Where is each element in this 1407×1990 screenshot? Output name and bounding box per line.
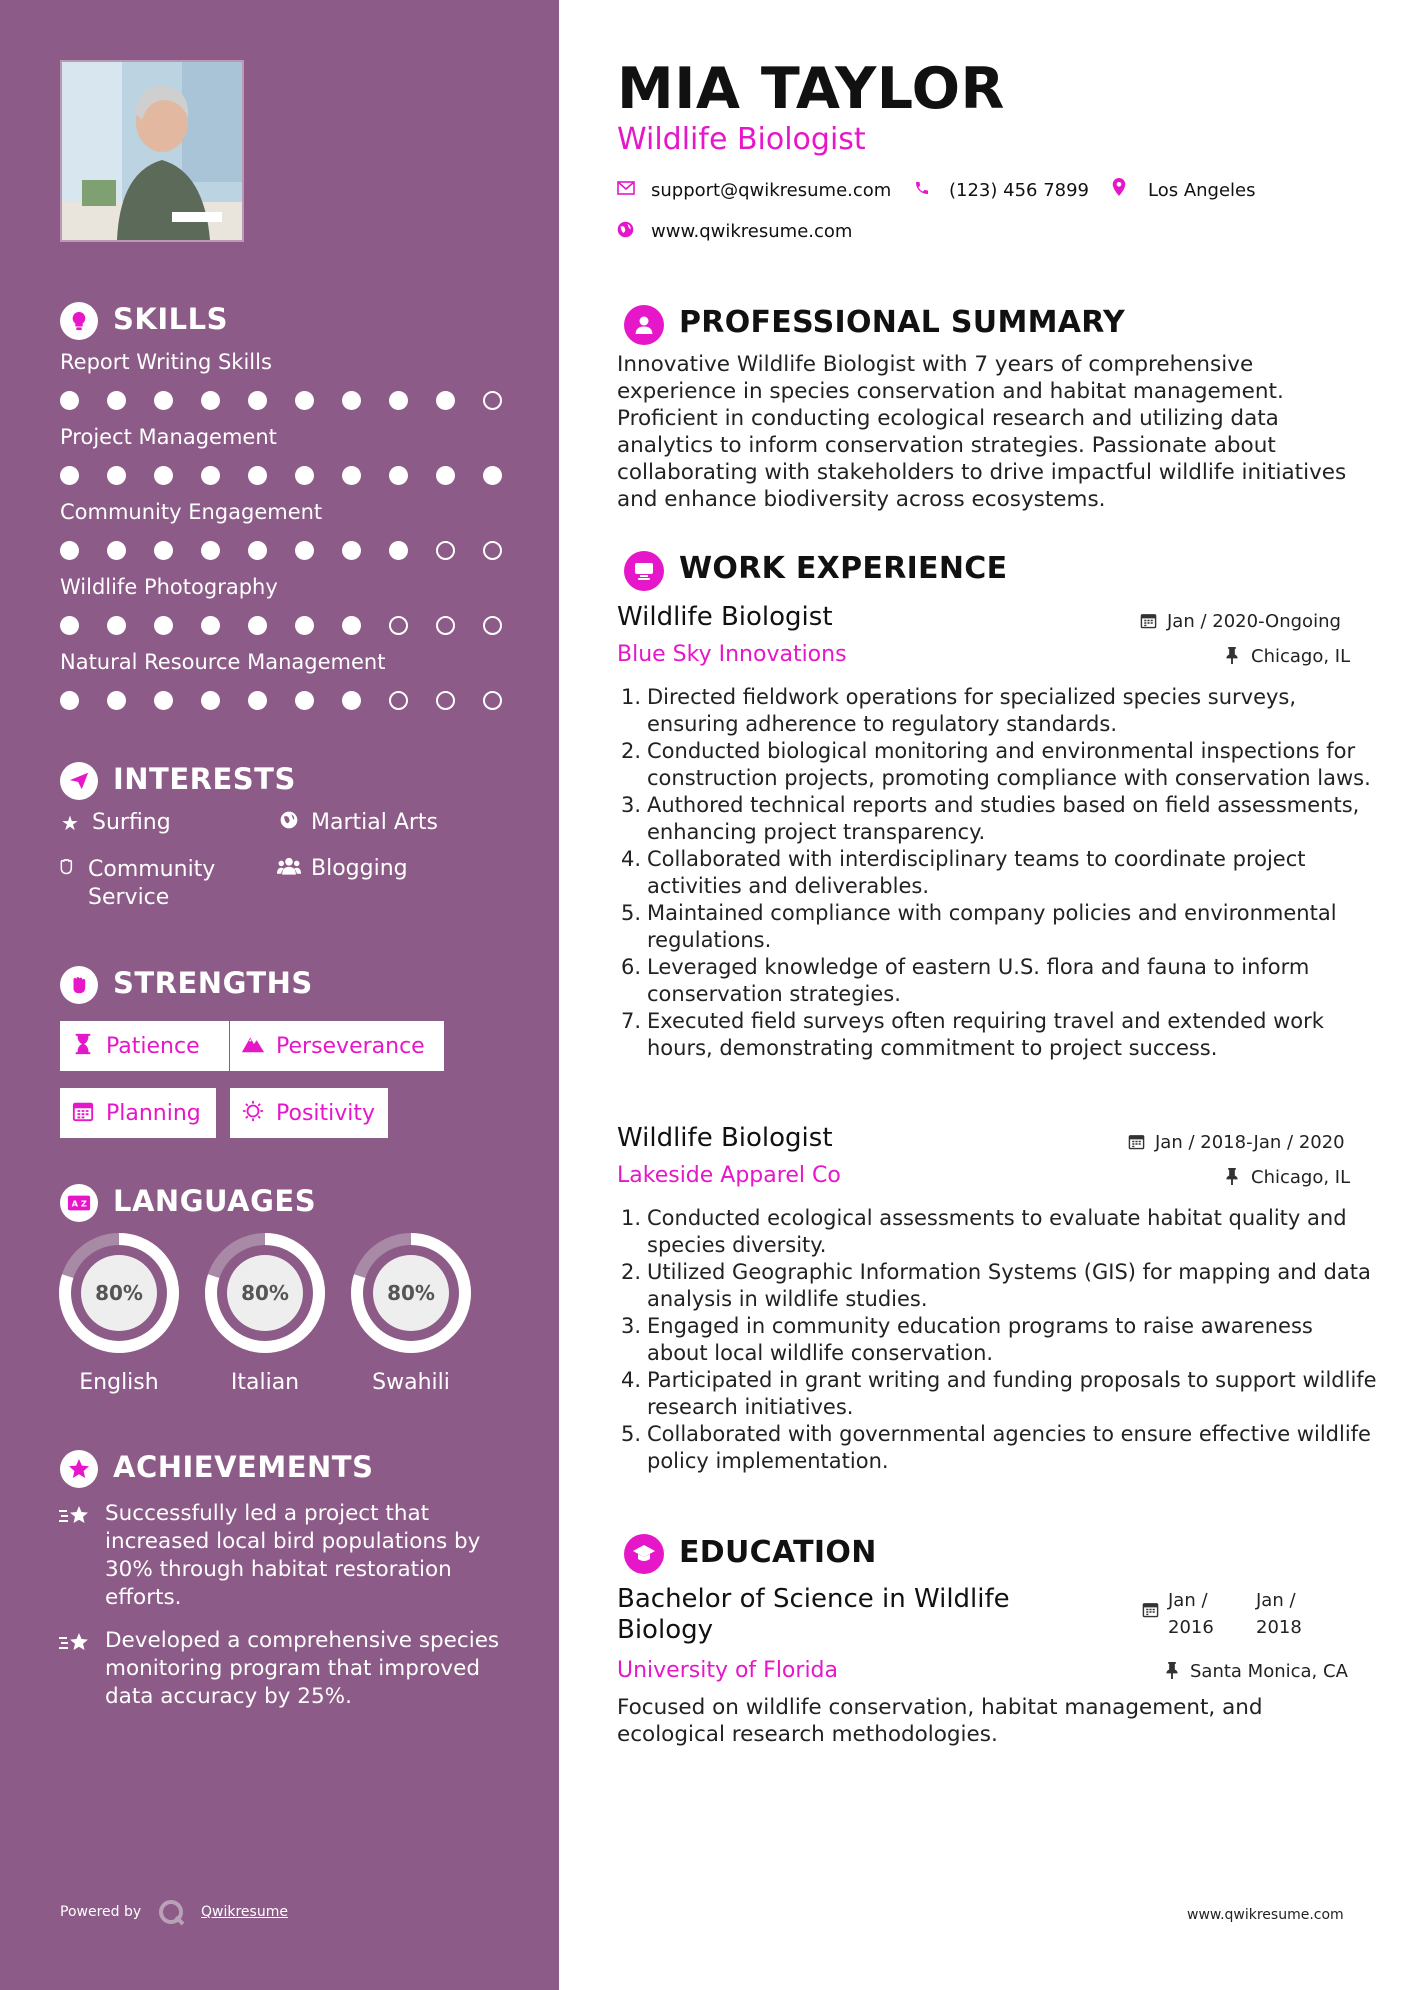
education-location: Santa Monica, CA xyxy=(1190,1661,1348,1682)
rating-dot-filled xyxy=(295,616,314,635)
rating-dot-empty xyxy=(389,616,408,635)
map-pin-icon xyxy=(1112,178,1126,201)
duty-item: 6. Leveraged knowledge of eastern U.S. flora and fauna to inform conservation strategies. xyxy=(620,955,1310,1006)
company-name: Lakeside Apparel Co xyxy=(617,1163,841,1188)
language-percent-label: 80% xyxy=(387,1281,435,1305)
rating-dot-filled xyxy=(342,691,361,710)
rating-dot-filled xyxy=(107,541,126,560)
rating-dot-filled xyxy=(60,691,79,710)
rating-dot-empty xyxy=(436,691,455,710)
achievement-item: Developed a comprehensive species monitoring program that improved data accuracy by 25%. xyxy=(105,1628,500,1709)
rating-dot-filled xyxy=(342,466,361,485)
strength-chip-patience: Patience xyxy=(60,1021,229,1071)
rating-dot-filled xyxy=(201,541,220,560)
interest-community-service: Community Service xyxy=(58,856,258,912)
pushpin-icon xyxy=(1226,647,1238,668)
interest-surfing: ★ Surfing xyxy=(58,810,171,836)
envelope-icon xyxy=(617,180,635,200)
rating-dot-empty xyxy=(483,391,502,410)
user-icon xyxy=(624,305,664,345)
duty-item: 2. Conducted biological monitoring and environmental inspections for construction projects, promoting compliance with conservation laws. xyxy=(620,739,1371,790)
rating-dot-filled xyxy=(436,391,455,410)
rating-dot-filled xyxy=(389,466,408,485)
duty-item: 3. Engaged in community education programs to raise awareness about local wildlife conservation. xyxy=(620,1314,1313,1365)
qwikresume-link[interactable]: Qwikresume xyxy=(201,1904,288,1920)
degree-title: Bachelor of Science in Wildlife Biology xyxy=(617,1584,1010,1645)
strength-chip-perseverance: Perseverance xyxy=(230,1021,444,1071)
language-icon xyxy=(60,1184,98,1222)
email-link[interactable]: support@qwikresume.com xyxy=(651,180,892,201)
rating-dot-filled xyxy=(107,466,126,485)
language-name: Swahili xyxy=(372,1370,450,1395)
skill-rating xyxy=(60,541,502,560)
calendar-icon xyxy=(1140,612,1157,633)
duty-item: 1. Directed fieldwork operations for specialized species surveys, ensuring adherence to regulatory standards. xyxy=(620,685,1297,736)
skills-heading: SKILLS xyxy=(113,302,228,336)
paper-plane-icon xyxy=(60,762,98,800)
phone-number[interactable]: (123) 456 7899 xyxy=(949,180,1090,201)
phone-icon xyxy=(914,180,930,201)
education-heading: EDUCATION xyxy=(679,1535,877,1570)
strength-chip-positivity: Positivity xyxy=(230,1088,388,1138)
skill-rating xyxy=(60,691,502,710)
language-percent-label: 80% xyxy=(95,1281,143,1305)
rating-dot-filled xyxy=(436,466,455,485)
language-progress-ring xyxy=(350,1232,472,1354)
candidate-title: Wildlife Biologist xyxy=(617,122,866,157)
interests-heading: INTERESTS xyxy=(113,762,296,796)
duty-item: 4. Collaborated with interdisciplinary teams to coordinate project activities and deliverables. xyxy=(620,847,1306,898)
job-title: Wildlife Biologist xyxy=(617,602,833,632)
languages-heading: LANGUAGES xyxy=(113,1184,317,1218)
rating-dot-filled xyxy=(483,466,502,485)
job-duties-list xyxy=(617,1205,1377,1475)
rating-dot-filled xyxy=(201,391,220,410)
rating-dot-filled xyxy=(248,391,267,410)
rating-dot-filled xyxy=(389,541,408,560)
achievement-item: Successfully led a project that increased local bird populations by 30% through habitat restoration efforts. xyxy=(105,1501,481,1610)
job-title: Wildlife Biologist xyxy=(617,1123,833,1153)
star-icon: ★ xyxy=(61,811,79,835)
rating-dot-filled xyxy=(60,616,79,635)
education-description: Focused on wildlife conservation, habitat management, and ecological research methodologies. xyxy=(617,1695,1263,1747)
powered-by-label: Powered by xyxy=(60,1904,142,1920)
strengths-heading: STRENGTHS xyxy=(113,966,313,1000)
rating-dot-filled xyxy=(342,541,361,560)
briefcase-icon xyxy=(624,551,664,591)
duty-item: 7. Executed field surveys often requiring travel and extended work hours, demonstrating commitment to project success. xyxy=(620,1009,1324,1060)
globe-icon xyxy=(277,810,301,830)
pushpin-icon xyxy=(1226,1168,1238,1189)
skill-name: Community Engagement xyxy=(60,500,323,524)
rating-dot-empty xyxy=(483,616,502,635)
rating-dot-filled xyxy=(154,391,173,410)
job-duties-list xyxy=(617,684,1377,1062)
hourglass-icon xyxy=(70,1033,96,1060)
experience-heading: WORK EXPERIENCE xyxy=(679,551,1008,586)
rating-dot-filled xyxy=(201,466,220,485)
rating-dot-filled xyxy=(154,691,173,710)
website-link[interactable]: www.qwikresume.com xyxy=(651,221,853,242)
rating-dot-filled xyxy=(295,691,314,710)
rating-dot-filled xyxy=(154,616,173,635)
rating-dot-filled xyxy=(201,691,220,710)
rating-dot-empty xyxy=(436,616,455,635)
rating-dot-filled xyxy=(60,466,79,485)
skill-name: Natural Resource Management xyxy=(60,650,386,674)
company-name: Blue Sky Innovations xyxy=(617,642,847,667)
summary-heading: PROFESSIONAL SUMMARY xyxy=(679,305,1126,340)
rating-dot-filled xyxy=(107,691,126,710)
education-start-date: Jan / 2016 xyxy=(1168,1590,1214,1638)
graduation-icon xyxy=(624,1534,664,1574)
rating-dot-filled xyxy=(389,391,408,410)
qwikresume-logo-icon xyxy=(158,1899,186,1931)
candidate-name: MIA TAYLOR xyxy=(617,56,1005,122)
rating-dot-empty xyxy=(483,691,502,710)
rating-dot-filled xyxy=(342,616,361,635)
users-icon xyxy=(277,856,301,876)
fist-icon xyxy=(60,966,98,1004)
duty-item: 5. Collaborated with governmental agencies to ensure effective wildlife policy implementation. xyxy=(620,1422,1371,1473)
skill-rating xyxy=(60,466,502,485)
lightbulb-icon xyxy=(60,302,98,340)
profile-photo xyxy=(60,60,244,242)
hand-icon xyxy=(58,856,78,876)
rating-dot-filled xyxy=(107,391,126,410)
calendar-icon xyxy=(1142,1601,1159,1622)
achievements-heading: ACHIEVEMENTS xyxy=(113,1450,374,1484)
language-progress-ring xyxy=(204,1232,326,1354)
summary-text: Innovative Wildlife Biologist with 7 years of comprehensive experience in species conservation and habitat management. Proficient in conducting ecological research and utilizing data analytics to inform conservation strategies. Passionate about collaborating with stakeholders to drive impactful wildlife initiatives and enhance biodiversity across ecosystems. xyxy=(617,352,1347,512)
calendar-icon xyxy=(1128,1133,1145,1154)
shooting-star-icon xyxy=(58,1503,92,1535)
skill-name: Wildlife Photography xyxy=(60,575,278,599)
duty-item: 2. Utilized Geographic Information Systems (GIS) for mapping and data analysis in wildlife studies. xyxy=(620,1260,1371,1311)
strength-chip-planning: Planning xyxy=(60,1088,216,1138)
job-location: Chicago, IL xyxy=(1251,646,1351,667)
calendar-icon xyxy=(70,1100,96,1127)
rating-dot-filled xyxy=(295,541,314,560)
school-name: University of Florida xyxy=(617,1658,838,1683)
rating-dot-filled xyxy=(342,391,361,410)
rating-dot-filled xyxy=(248,541,267,560)
footer-website[interactable]: www.qwikresume.com xyxy=(1187,1907,1344,1923)
skill-rating xyxy=(60,391,502,410)
rating-dot-filled xyxy=(295,466,314,485)
duty-item: 5. Maintained compliance with company policies and environmental regulations. xyxy=(620,901,1337,952)
shooting-star-icon xyxy=(58,1630,92,1662)
rating-dot-filled xyxy=(248,691,267,710)
duty-item: 1. Conducted ecological assessments to evaluate habitat quality and species diversity. xyxy=(620,1206,1347,1257)
sidebar xyxy=(0,0,559,1990)
rating-dot-filled xyxy=(201,616,220,635)
rating-dot-filled xyxy=(154,541,173,560)
rating-dot-filled xyxy=(107,616,126,635)
job-dates: Jan / 2018-Jan / 2020 xyxy=(1155,1132,1345,1153)
svg-text:A: A xyxy=(71,1198,79,1209)
mountain-icon xyxy=(240,1034,266,1059)
skill-name: Report Writing Skills xyxy=(60,350,272,374)
svg-text:Z: Z xyxy=(80,1198,87,1209)
rating-dot-filled xyxy=(248,616,267,635)
job-dates: Jan / 2020-Ongoing xyxy=(1167,611,1341,632)
skill-rating xyxy=(60,616,502,635)
rating-dot-empty xyxy=(436,541,455,560)
job-location: Chicago, IL xyxy=(1251,1167,1351,1188)
language-percent-label: 80% xyxy=(241,1281,289,1305)
rating-dot-filled xyxy=(295,391,314,410)
language-progress-ring xyxy=(58,1232,180,1354)
rating-dot-empty xyxy=(389,691,408,710)
language-name: English xyxy=(79,1370,159,1395)
rating-dot-filled xyxy=(248,466,267,485)
language-name: Italian xyxy=(230,1370,300,1395)
rating-dot-filled xyxy=(60,541,79,560)
globe-icon xyxy=(617,221,634,243)
rating-dot-empty xyxy=(483,541,502,560)
sun-icon xyxy=(240,1100,266,1127)
education-end-date: Jan / 2018 xyxy=(1256,1590,1302,1638)
interest-martial-arts: Martial Arts xyxy=(277,810,438,835)
interest-blogging: Blogging xyxy=(277,856,408,881)
rating-dot-filled xyxy=(60,391,79,410)
star-badge-icon xyxy=(60,1450,98,1488)
duty-item: 4. Participated in grant writing and funding proposals to support wildlife research initiatives. xyxy=(620,1368,1377,1419)
skill-name: Project Management xyxy=(60,425,277,449)
location-text: Los Angeles xyxy=(1148,180,1256,201)
pushpin-icon xyxy=(1166,1662,1178,1683)
rating-dot-filled xyxy=(154,466,173,485)
main-content xyxy=(559,0,1407,1990)
duty-item: 3. Authored technical reports and studies based on field assessments, enhancing project transparency. xyxy=(620,793,1360,844)
